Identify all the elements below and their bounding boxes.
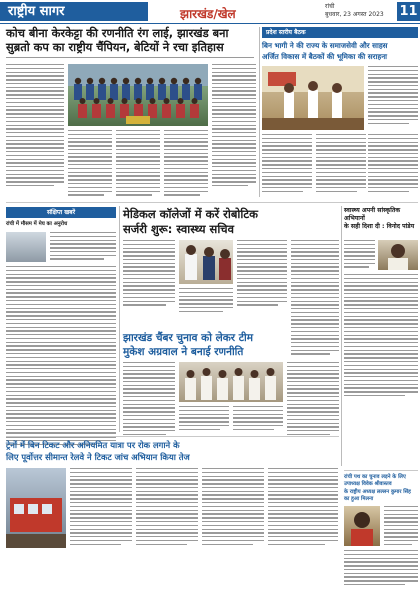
left-box-band: संक्षिप्त खबरें xyxy=(6,207,116,218)
page-number: 11 xyxy=(397,2,420,21)
right-top-band: प्रदेश स्तरीय बैठक xyxy=(262,27,418,38)
left-box-body-a xyxy=(50,232,116,262)
main-story-column-2c xyxy=(164,130,208,198)
mid-headline-line-1: मेडिकल कॉलेजों में करें रोबोटिक xyxy=(123,207,259,221)
rail-column-1 xyxy=(70,468,132,547)
chamber-column-4 xyxy=(287,362,339,438)
right-top-column-c xyxy=(316,134,366,195)
chamber-column-2 xyxy=(179,406,229,432)
right-bottom-headline-2: के राष्ट्रीय अध्यक्ष लल्लन कुमार सिंह का हुआ मिलना xyxy=(344,489,411,502)
chamber-headline-line-1: झारखंड चैंबर चुनाव को लेकर टीम xyxy=(123,332,253,344)
chamber-photo xyxy=(179,362,283,402)
team-photo xyxy=(68,64,208,126)
section-title: राष्ट्रीय सागर xyxy=(0,2,148,21)
right-mid-column-b xyxy=(344,274,418,399)
right-top-column-d xyxy=(368,134,418,195)
right-top-headline-1: बिन भागी ने की राज्य के समाजसेवी और साहस xyxy=(262,41,388,50)
date-block xyxy=(325,3,393,19)
mid-story-column-2 xyxy=(237,240,287,308)
rail-column-2 xyxy=(136,468,198,547)
right-mid-headline-2: के सही दिशा दी : विनोद पांडेय xyxy=(344,223,415,230)
main-headline-line-1: कोच बीना केरकेट्टा की रणनीति रंग लाई, झारखंड बना xyxy=(6,26,229,40)
masthead xyxy=(0,0,420,23)
main-story-column-2b xyxy=(116,130,160,198)
left-box-body-b xyxy=(6,266,116,448)
city-label: रांची xyxy=(325,3,335,10)
chamber-column-3 xyxy=(233,406,283,432)
train-photo xyxy=(6,468,66,548)
rail-headline-line-1: ट्रेनों में बिन टिकट और अनियमित यात्रा पर रोक लगाने के xyxy=(6,440,180,450)
column-divider-left xyxy=(119,206,120,432)
main-headline-line-2: सुब्रतो कप का राष्ट्रीय चैंपियन, बेटियों ने रचा इतिहास xyxy=(6,40,224,54)
mid-story-column-1 xyxy=(123,240,175,308)
rail-column-3 xyxy=(202,468,264,547)
right-mid-headline-1: स्वास्थ्य अपनी सांस्कृतिक अभियानों xyxy=(344,207,401,222)
chamber-column-1 xyxy=(123,362,175,438)
right-mid-photo xyxy=(378,240,418,270)
masthead-rule xyxy=(0,23,420,24)
column-divider-top xyxy=(259,27,260,197)
mid-headline-line-2: सर्जरी शुरू: स्वास्थ्य सचिव xyxy=(123,222,235,236)
right-top-column-a xyxy=(368,66,418,127)
column-divider-right xyxy=(341,206,342,466)
rail-headline-line-2: लिए पूर्वोत्तर सीमान्त रेलवे ने टिकट जांच अभियान किया तेज xyxy=(6,452,190,462)
main-story-column-2a xyxy=(68,130,112,198)
chamber-headline-line-2: मुकेश अग्रवाल ने बनाई रणनीति xyxy=(123,346,244,358)
right-top-headline-2: अर्जित विकास में बैठकों की भूमिका की सराहना xyxy=(262,52,388,61)
rail-column-4 xyxy=(268,468,338,547)
mid-story-column-3 xyxy=(179,288,233,314)
right-bottom-column-b xyxy=(344,550,418,588)
right-bottom-column-a xyxy=(384,506,418,548)
category-label: झारखंड/खेल xyxy=(180,7,236,21)
section-divider xyxy=(6,202,418,203)
rail-divider xyxy=(6,436,339,437)
meeting-photo xyxy=(262,66,364,130)
right-top-column-b xyxy=(262,134,312,195)
main-story-column-3 xyxy=(212,64,256,189)
left-box-text: रांची में मौसम में मेघ का अनुरोध xyxy=(6,221,68,227)
left-box-photo xyxy=(6,232,46,262)
date-label: बुधवार, 23 अगस्त 2023 xyxy=(325,11,384,18)
right-bottom-photo xyxy=(344,506,380,546)
main-subhead xyxy=(6,57,254,61)
right-bottom-divider xyxy=(344,470,418,471)
main-story-column-1 xyxy=(6,64,64,189)
mid-story-photo xyxy=(179,240,233,284)
right-mid-column-a xyxy=(344,240,375,270)
right-bottom-headline-1: रांची पथ का चुनाव लड़ने के लिए उपाध्यक्ष विवेक श्रीवास्तव xyxy=(344,474,406,487)
